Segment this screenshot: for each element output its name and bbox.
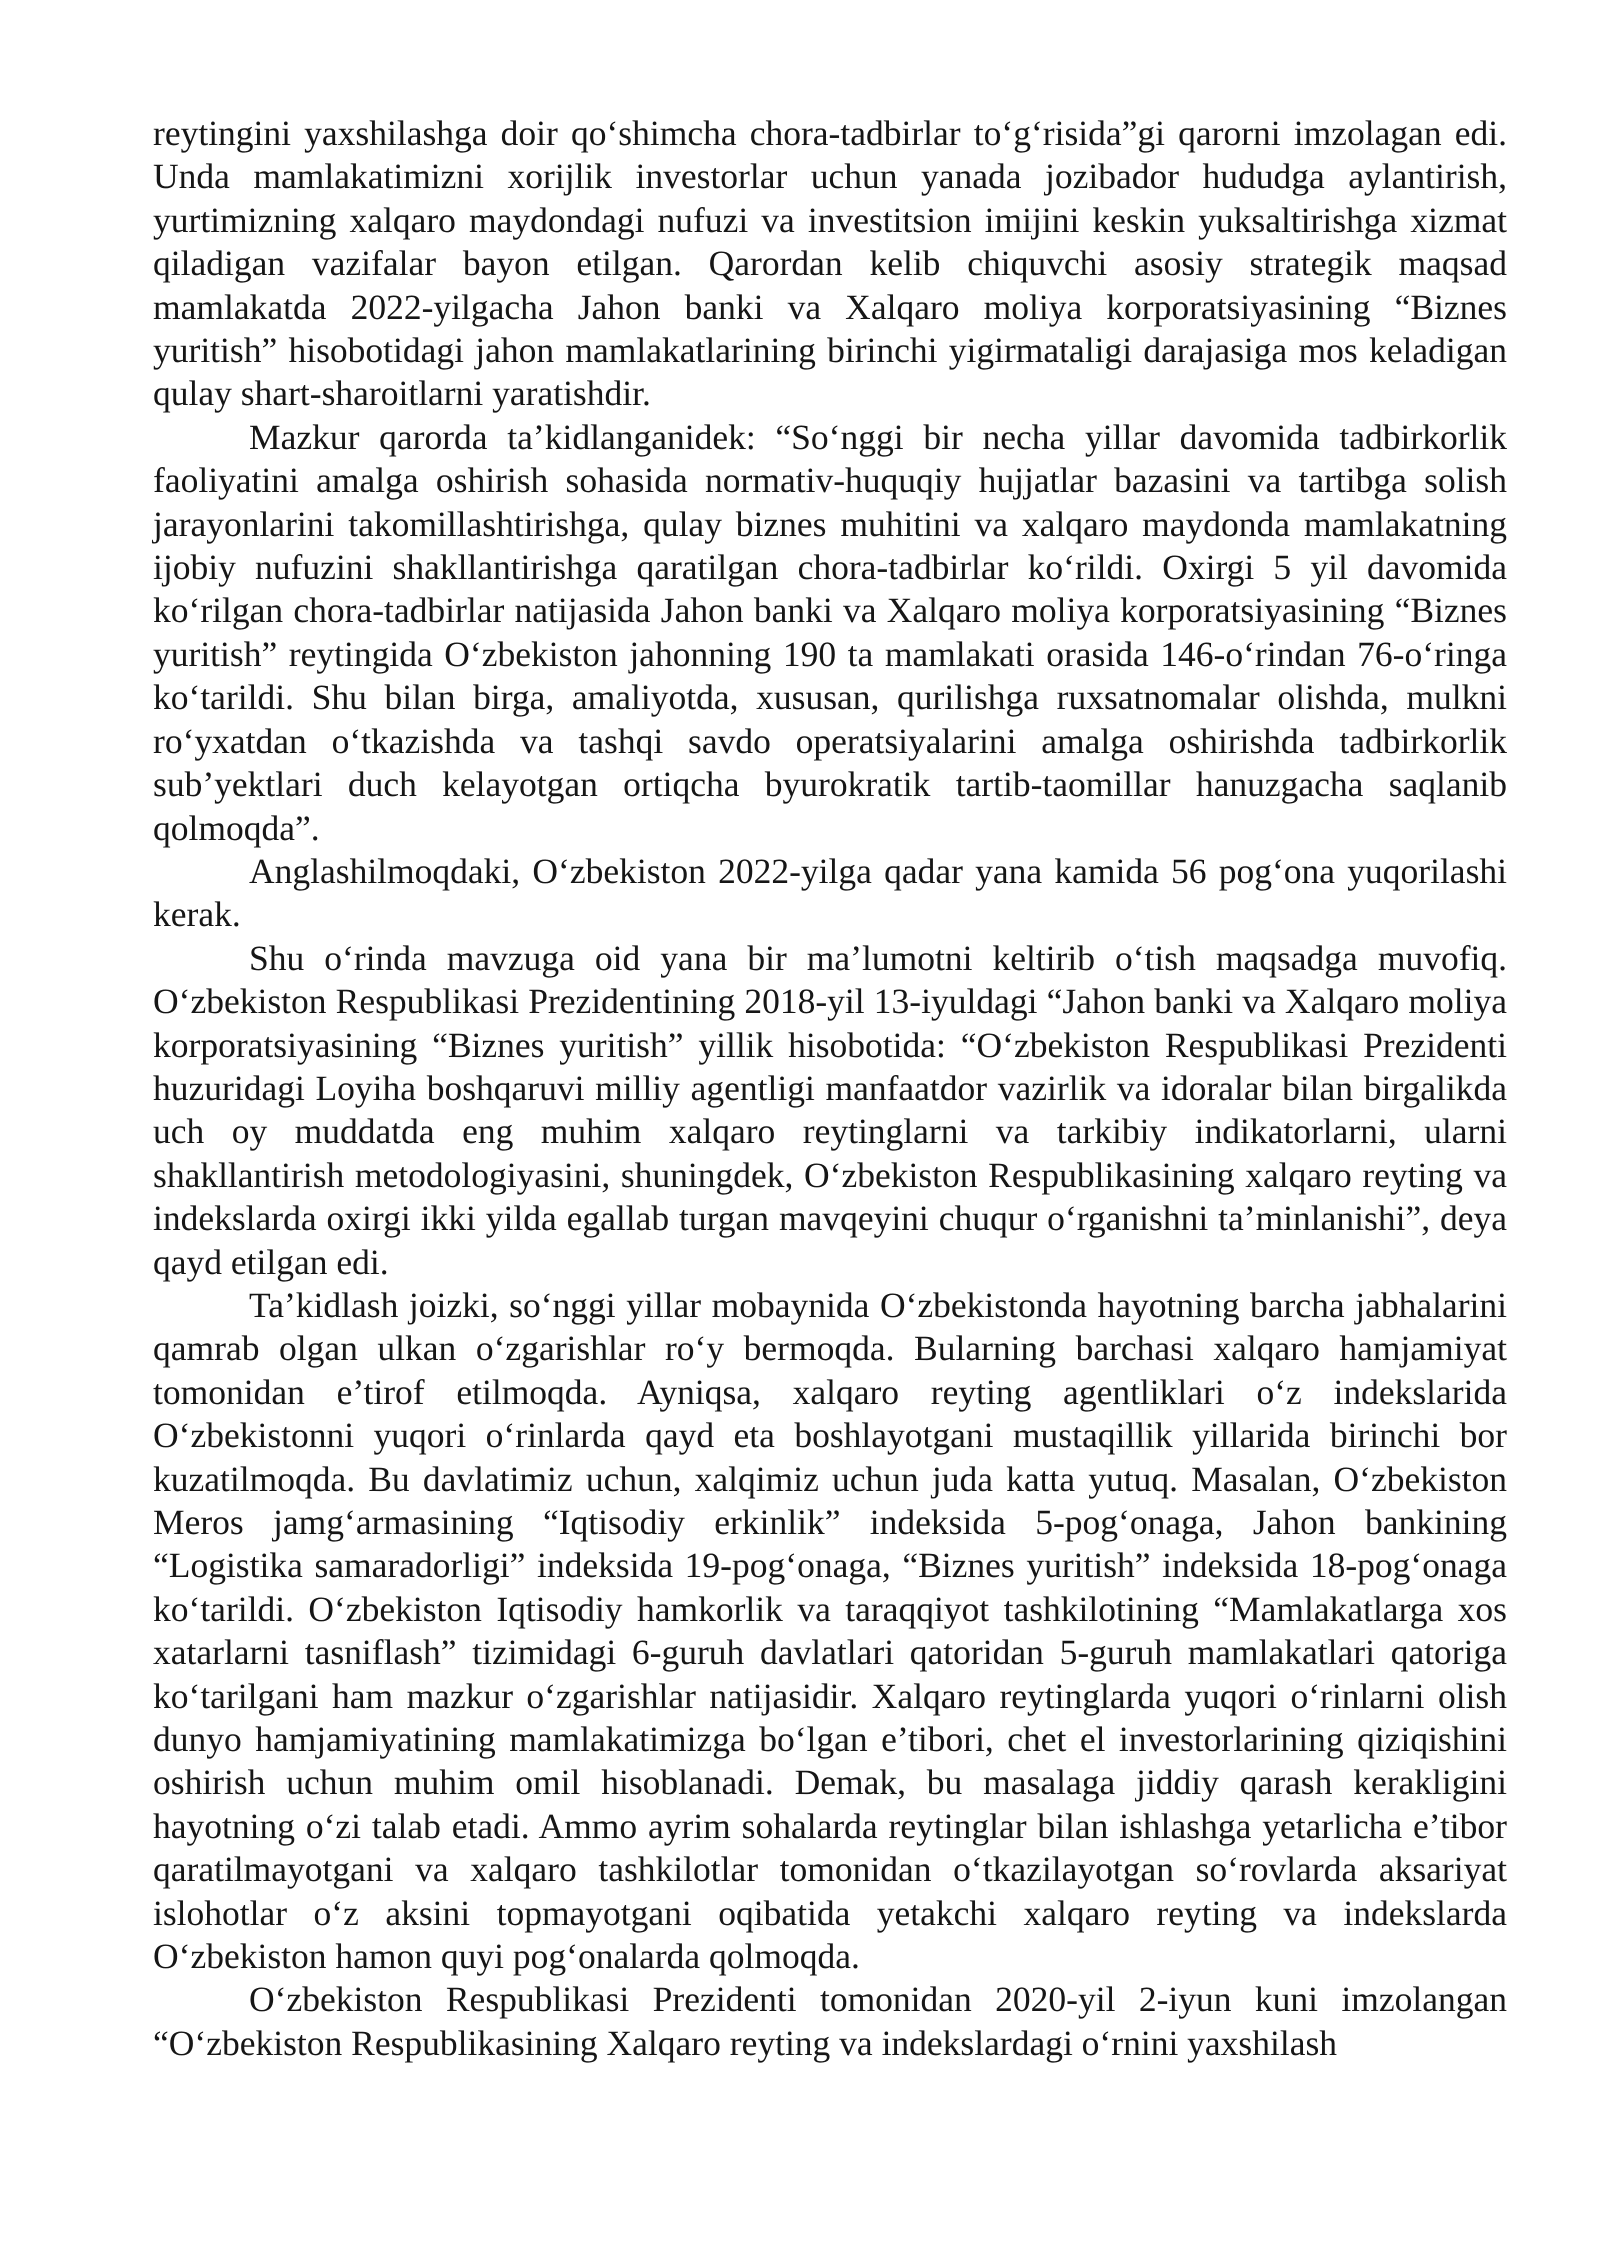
paragraph-conclusion: Anglashilmoqdaki, O‘zbekiston 2022-yilga qadar yana kamida 56 pog‘ona yuqorilashi kerak. <box>153 850 1507 935</box>
paragraph-continuation: reytingini yaxshilashga doir qo‘shimcha chora-tadbirlar to‘g‘risida”gi qarorni imzolagan edi. Unda mamlakatimizni xorijlik investorlar uchun yanada jozibador hududga aylantirish, yurtimizning xalqaro maydondagi nufuzi va investitsion imijini keskin yuksaltirishga xizmat qiladigan vazifalar bayon etilgan. Qarordan kelib chiquvchi asosiy strategik maqsad mamlakatda 2022-yilgacha Jahon banki va Xalqaro moliya korporatsiyasining “Biznes yuritish” hisobotidagi jahon mamlakatlarining birinchi yigirmataligi darajasiga mos keladigan qulay shart-sharoitlarni yaratishdir. <box>153 113 1507 414</box>
paragraph-quote-decree: Mazkur qarorda ta’kidlanganidek: “So‘nggi bir necha yillar davomida tadbirkorlik faoliyatini amalga oshirish sohasida normativ-huquqiy hujjatlar bazasini va tartibga solish jarayonlarini takomillashtirishga, qulay biznes muhitini va xalqaro maydonda mamlakatning ijobiy nufuzini shakllantirishga qaratilgan chora-tadbirlar ko‘rildi. Oxirgi 5 yil davomida ko‘rilgan chora-tadbirlar natijasida Jahon banki va Xalqaro moliya korporatsiyasining “Biznes yuritish” reytingida O‘zbekiston jahonning 190 ta mamlakati orasida 146-o‘rindan 76-o‘ringa ko‘tarildi. Shu bilan birga, amaliyotda, xususan, qurilishga ruxsatnomalar olishda, mulkni ro‘yxatdan o‘tkazishda va tashqi savdo operatsiyalarini amalga oshirishda tadbirkorlik sub’yektlari duch kelayotgan ortiqcha byurokratik tartib-taomillar hanuzgacha saqlanib qolmoqda”. <box>153 416 1507 848</box>
paragraph-ratings-progress: Ta’kidlash joizki, so‘nggi yillar mobaynida O‘zbekistonda hayotning barcha jabhalarini qamrab olgan ulkan o‘zgarishlar ro‘y bermoqda. Bularning barchasi xalqaro hamjamiyat tomonidan e’tirof etilmoqda. Ayniqsa, xalqaro reyting agentliklari o‘z indekslarida O‘zbekistonni yuqori o‘rinlarda qayd eta boshlayotgani mustaqillik yillarida birinchi bor kuzatilmoqda. Bu davlatimiz uchun, xalqimiz uchun juda katta yutuq. Masalan, O‘zbekiston Meros jamg‘armasining “Iqtisodiy erkinlik” indeksida 5-pog‘onaga, Jahon bankining “Logistika samaradorligi” indeksida 19-pog‘onaga, “Biznes yuritish” indeksida 18-pog‘onaga ko‘tarildi. O‘zbekiston Iqtisodiy hamkorlik va taraqqiyot tashkilotining “Mamlakatlarga xos xatarlarni tasniflash” tizimidagi 6-guruh davlatlari qatoridan 5-guruh mamlakatlari qatoriga ko‘tarilgani ham mazkur o‘zgarishlar natijasidir. Xalqaro reytinglarda yuqori o‘rinlarni olish dunyo hamjamiyatining mamlakatimizga bo‘lgan e’tibori, chet el investorlarining qiziqishini oshirish uchun muhim omil hisoblanadi. Demak, bu masalaga jiddiy qarash kerakligini hayotning o‘zi talab etadi. Ammo ayrim sohalarda reytinglar bilan ishlashga yetarlicha e’tibor qaratilmayotgani va xalqaro tashkilotlar tomonidan o‘tkazilayotgan so‘rovlarda aksariyat islohotlar o‘z aksini topmayotgani oqibatida yetakchi xalqaro reyting va indekslarda O‘zbekiston hamon quyi pog‘onalarda qolmoqda. <box>153 1284 1507 1977</box>
paragraph-decree-2020: O‘zbekiston Respublikasi Prezidenti tomonidan 2020-yil 2-iyun kuni imzolangan “O‘zbekiston Respublikasining Xalqaro reyting va indekslardagi o‘rnini yaxshilash <box>153 1979 1507 2063</box>
document-page <box>153 112 1507 2065</box>
paragraph-presidential-decree-2018: Shu o‘rinda mavzuga oid yana bir ma’lumotni keltirib o‘tish maqsadga muvofiq. O‘zbekiston Respublikasi Prezidentining 2018-yil 13-iyuldagi “Jahon banki va Xalqaro moliya korporatsiyasining “Biznes yuritish” yillik hisobotida: “O‘zbekiston Respublikasi Prezidenti huzuridagi Loyiha boshqaruvi milliy agentligi manfaatdor vazirlik va idoralar bilan birgalikda uch oy muddatda eng muhim xalqaro reytinglarni va tarkibiy indikatorlarni, ularni shakllantirish metodologiyasini, shuningdek, O‘zbekiston Respublikasining xalqaro reyting va indekslarda oxirgi ikki yilda egallab turgan mavqeyini chuqur o‘rganishni ta’minlanishi”, deya qayd etilgan edi. <box>153 937 1507 1282</box>
